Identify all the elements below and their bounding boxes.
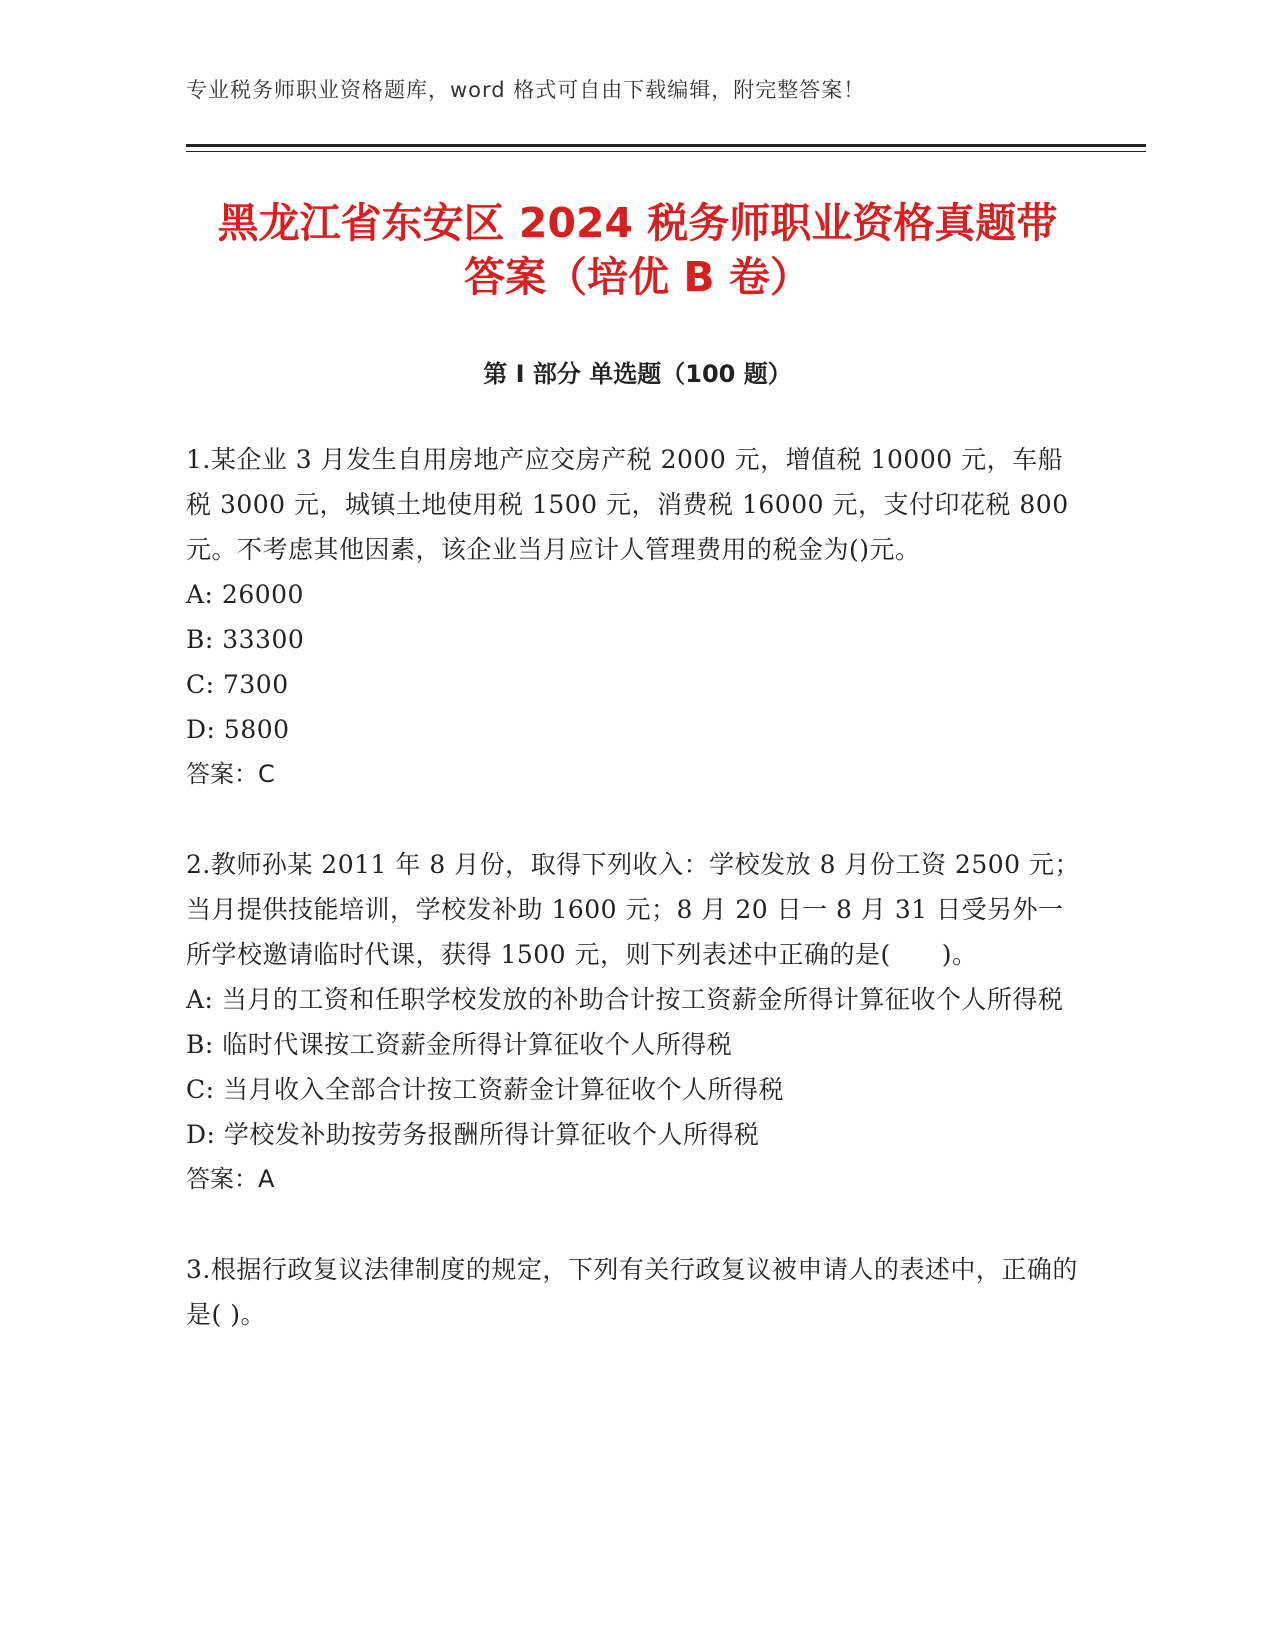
option-c: C: 当月收入全部合计按工资薪金计算征收个人所得税: [186, 1075, 785, 1104]
option-b: B: 临时代课按工资薪金所得计算征收个人所得税: [186, 1030, 733, 1059]
header-rule-thick: [186, 144, 1146, 147]
answer: 答案：C: [186, 760, 275, 788]
question-text: 2.教师孙某 2011 年 8 月份，取得下列收入：学校发放 8 月份工资 2500 元；当月提供技能培训，学校发补助 1600 元；8 月 20 日一 8 月 31 日受另外一所学校邀请临时代课，获得 1500 元，则下列表述中正确的是( )。: [186, 850, 1080, 969]
question-3: [186, 1247, 1086, 1337]
question-1: [186, 437, 1086, 797]
document-title: [150, 196, 1125, 304]
question-text: 1.某企业 3 月发生自用房地产应交房产税 2000 元，增值税 10000 元，车船税 3000 元，城镇土地使用税 1500 元，消费税 16000 元，支付印花税 800 元。不考虑其他因素，该企业当月应计人管理费用的税金为()元。: [186, 445, 1069, 564]
option-d: D: 5800: [186, 715, 290, 744]
option-a: A: 26000: [186, 580, 304, 609]
section-heading: 第 I 部分 单选题（100 题）: [483, 360, 792, 388]
header-rule-thin: [186, 151, 1146, 152]
title-line-2: 答案（培优 B 卷）: [464, 253, 811, 301]
header-note: 专业税务师职业资格题库，word 格式可自由下载编辑，附完整答案！: [186, 78, 866, 102]
option-c: C: 7300: [186, 670, 289, 699]
answer: 答案：A: [186, 1165, 275, 1193]
question-text: 3.根据行政复议法律制度的规定，下列有关行政复议被申请人的表述中，正确的是( )。: [186, 1255, 1078, 1329]
option-b: B: 33300: [186, 625, 305, 654]
option-d: D: 学校发补助按劳务报酬所得计算征收个人所得税: [186, 1120, 760, 1149]
question-2: [186, 842, 1086, 1202]
option-a: A: 当月的工资和任职学校发放的补助合计按工资薪金所得计算征收个人所得税: [186, 985, 1064, 1014]
question-list: [186, 437, 1086, 1382]
title-line-1: 黑龙江省东安区 2024 税务师职业资格真题带: [217, 199, 1058, 247]
